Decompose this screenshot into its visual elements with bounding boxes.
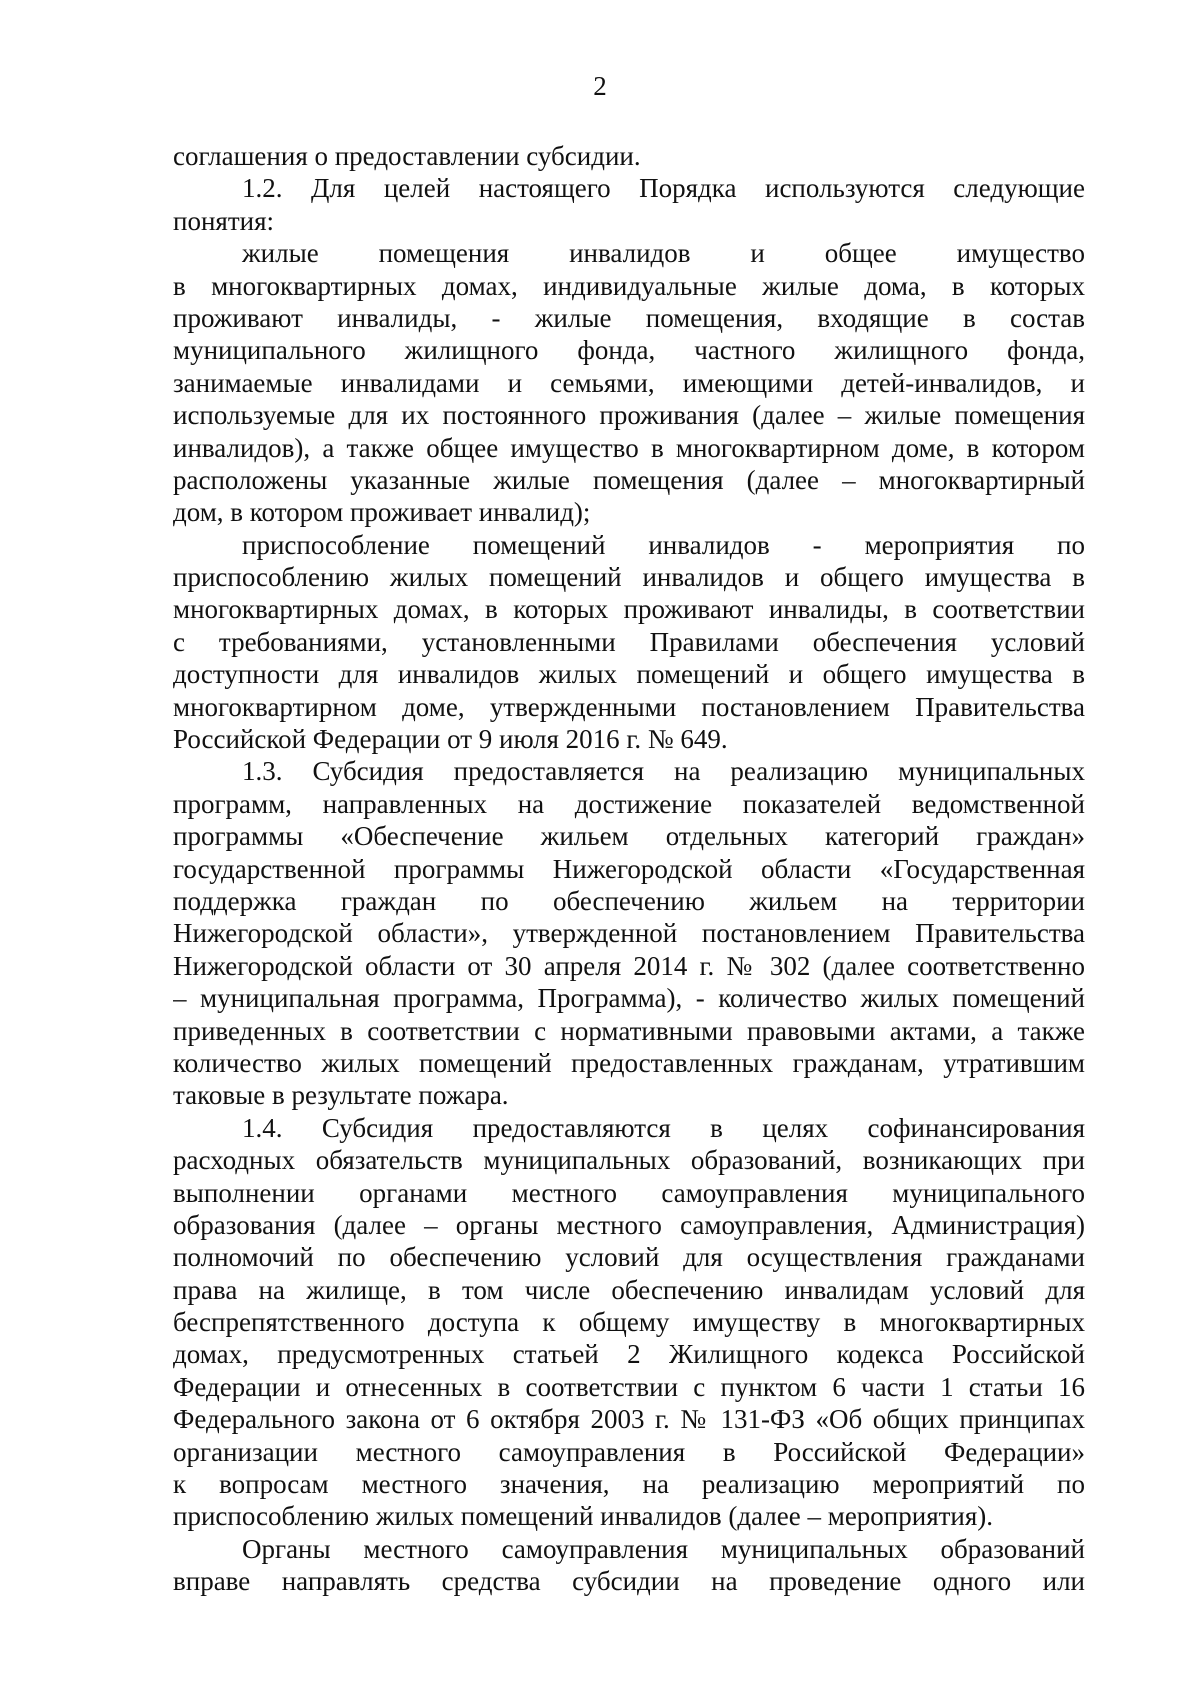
- text-line: количество жилых помещений предоставленных гражданам, утратившим: [173, 1047, 1085, 1078]
- text-line: программ, направленных на достижение показателей ведомственной: [173, 788, 1085, 819]
- text-line: программы «Обеспечение жильем отдельных категорий граждан»: [173, 821, 1085, 852]
- document-body: [173, 140, 1085, 1598]
- text-line: выполнении органами местного самоуправления муниципального: [173, 1177, 1085, 1208]
- text-line: к вопросам местного значения, на реализацию мероприятий по: [173, 1469, 1085, 1500]
- text-line: расходных обязательств муниципальных образований, возникающих при: [173, 1145, 1085, 1176]
- text-line: вправе направлять средства субсидии на проведение одного или: [173, 1566, 1085, 1597]
- text-line: дом, в котором проживает инвалид);: [173, 497, 591, 528]
- text-line: таковые в результате пожара.: [173, 1080, 509, 1111]
- text-line: организации местного самоуправления в Российской Федерации»: [173, 1436, 1085, 1467]
- text-line: многоквартирных домах, в которых проживают инвалиды, в соответствии: [173, 594, 1085, 625]
- text-line: с требованиями, установленными Правилами обеспечения условий: [173, 626, 1085, 657]
- text-line: беспрепятственного доступа к общему имуществу в многоквартирных: [173, 1307, 1085, 1338]
- text-line: 1.3. Субсидия предоставляется на реализацию муниципальных: [242, 756, 1085, 787]
- text-line: полномочий по обеспечению условий для осуществления гражданами: [173, 1242, 1085, 1273]
- text-line: приспособлению жилых помещений инвалидов и общего имущества в: [173, 562, 1085, 593]
- text-line: приспособлению жилых помещений инвалидов (далее – мероприятия).: [173, 1501, 994, 1532]
- text-line: соглашения о предоставлении субсидии.: [173, 141, 641, 171]
- text-line: Федерации и отнесенных в соответствии с пунктом 6 части 1 статьи 16: [173, 1371, 1085, 1402]
- page-number: 2: [593, 71, 607, 101]
- text-line: домах, предусмотренных статьей 2 Жилищного кодекса Российской: [173, 1339, 1085, 1370]
- text-line: образования (далее – органы местного самоуправления, Администрация): [173, 1209, 1085, 1240]
- text-line: жилые помещения инвалидов и общее имущество: [242, 238, 1085, 269]
- text-line: права на жилище, в том числе обеспечению инвалидам условий для: [173, 1274, 1085, 1305]
- text-line: Органы местного самоуправления муниципальных образований: [242, 1533, 1085, 1564]
- text-line: занимаемые инвалидами и семьями, имеющими детей-инвалидов, и: [173, 367, 1085, 398]
- text-line: 1.4. Субсидия предоставляются в целях софинансирования: [242, 1112, 1085, 1143]
- text-line: поддержка граждан по обеспечению жильем на территории: [173, 885, 1085, 916]
- text-line: в многоквартирных домах, индивидуальные жилые дома, в которых: [173, 270, 1085, 301]
- text-line: приведенных в соответствии с нормативными правовыми актами, а также: [173, 1015, 1085, 1046]
- text-line: многоквартирном доме, утвержденными постановлением Правительства: [173, 691, 1085, 722]
- text-line: приспособление помещений инвалидов - мероприятия по: [242, 529, 1085, 560]
- text-line: – муниципальная программа, Программа), - количество жилых помещений: [173, 983, 1085, 1014]
- text-line: Нижегородской области от 30 апреля 2014 г. № 302 (далее соответственно: [173, 950, 1085, 981]
- text-line: Российской Федерации от 9 июля 2016 г. № 649.: [173, 724, 728, 755]
- text-line: понятия:: [173, 205, 274, 236]
- text-line: государственной программы Нижегородской области «Государственная: [173, 853, 1085, 884]
- text-line: муниципального жилищного фонда, частного жилищного фонда,: [173, 335, 1085, 366]
- text-line: инвалидов), а также общее имущество в многоквартирном доме, в котором: [173, 432, 1085, 463]
- text-line: Федерального закона от 6 октября 2003 г. № 131-ФЗ «Об общих принципах: [173, 1404, 1085, 1435]
- text-line: используемые для их постоянного проживания (далее – жилые помещения: [173, 400, 1085, 431]
- text-line: проживают инвалиды, - жилые помещения, входящие в состав: [173, 302, 1085, 333]
- text-line: Нижегородской области», утвержденной постановлением Правительства: [173, 918, 1085, 949]
- text-line: 1.2. Для целей настоящего Порядка используются следующие: [242, 173, 1085, 204]
- text-line: доступности для инвалидов жилых помещений и общего имущества в: [173, 659, 1085, 690]
- text-line: расположены указанные жилые помещения (далее – многоквартирный: [173, 464, 1085, 495]
